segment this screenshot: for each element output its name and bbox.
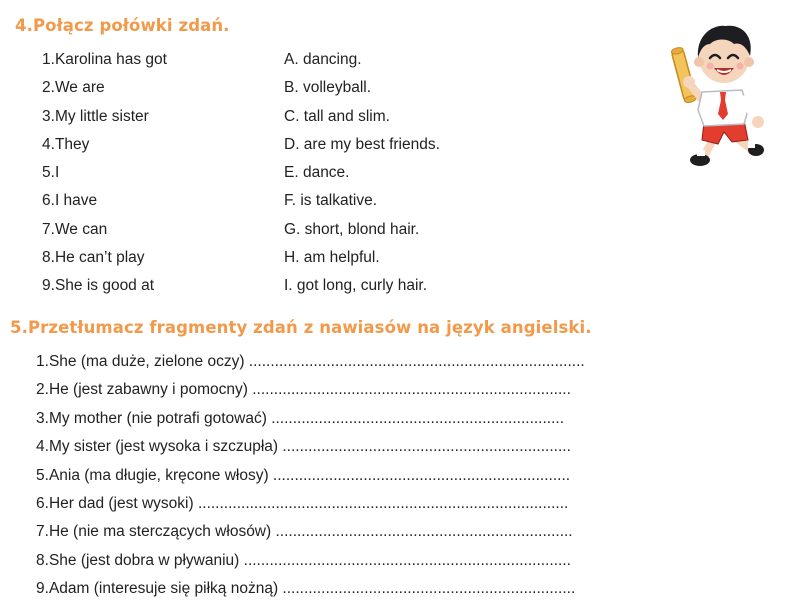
list-item	[42, 276, 167, 304]
item-number: 1.	[36, 353, 49, 370]
item-text: She (ma duże, zielone oczy) ..............................................................................	[48, 353, 585, 370]
exercise-5-items	[36, 352, 585, 608]
item-text: She (jest dobra w pływaniu) ............................................................................	[48, 551, 571, 569]
list-item	[36, 494, 585, 522]
item-number: 6.	[42, 192, 55, 210]
item-number: 5.	[36, 466, 49, 484]
item-text: My little sister	[54, 107, 149, 125]
item-number: 8.	[36, 551, 49, 569]
list-item: I. got long, curly hair.	[284, 277, 428, 295]
list-item	[36, 437, 585, 465]
item-text: Ania (ma długie, kręcone włosy) .....................................................................	[48, 466, 571, 484]
item-number: 6.	[36, 494, 49, 512]
item-number: 4.	[42, 135, 55, 153]
item-text: Her dad (jest wysoki) ......................................................................................	[48, 494, 569, 512]
item-number: 9.	[36, 580, 49, 598]
item-text: He can’t play	[54, 249, 145, 267]
item-text: He (jest zabawny i pomocny) ..........................................................................	[48, 381, 571, 399]
item-number: 2.	[36, 381, 49, 399]
list-item	[42, 107, 167, 135]
list-item: H. am helpful.	[284, 249, 380, 267]
list-item	[42, 50, 167, 78]
exercise-4-sentence-starts	[42, 50, 167, 305]
item-number: 3.	[36, 409, 49, 427]
boy-running-with-scroll-icon	[664, 14, 774, 174]
item-number: 7.	[42, 220, 55, 238]
item-number: 9.	[42, 277, 55, 295]
item-text: I	[54, 164, 60, 182]
list-item: C. tall and slim.	[284, 107, 390, 125]
item-text: She is good at	[54, 277, 155, 295]
item-number: 7.	[36, 523, 49, 541]
item-text: Karolina has got	[54, 51, 167, 68]
item-number: 5.	[42, 164, 55, 182]
list-item	[42, 248, 167, 276]
item-number: 2.	[42, 79, 55, 97]
list-item	[36, 551, 585, 579]
item-number: 1.	[42, 51, 55, 68]
item-text: I have	[54, 192, 98, 210]
list-item	[42, 220, 167, 248]
item-number: 4.	[36, 438, 49, 456]
list-item	[36, 409, 585, 437]
item-text: We can	[54, 220, 108, 238]
list-item: D. are my best friends.	[284, 135, 440, 153]
list-item	[42, 78, 167, 106]
list-item	[36, 522, 585, 550]
list-item: A. dancing.	[284, 51, 362, 68]
list-item: E. dance.	[284, 164, 350, 182]
list-item	[36, 579, 585, 607]
list-item	[36, 380, 585, 408]
item-text: My sister (jest wysoka i szczupła) ...................................................................	[48, 438, 571, 456]
item-text: They	[54, 135, 90, 153]
exercise-4-sentence-endings	[284, 50, 440, 305]
list-item: G. short, blond hair.	[284, 220, 420, 238]
item-number: 8.	[42, 249, 55, 267]
list-item	[42, 163, 167, 191]
list-item	[36, 466, 585, 494]
item-text: Adam (interesuje się piłką nożną) ....................................................................	[48, 580, 576, 598]
item-number: 3.	[42, 107, 55, 125]
list-item	[42, 191, 167, 219]
list-item	[36, 352, 585, 380]
list-item: B. volleyball.	[284, 79, 372, 97]
item-text: He (nie ma sterczących włosów) .....................................................................	[48, 523, 573, 541]
exercise-4-title: 4.Połącz połówki zdań.	[15, 16, 230, 35]
exercise-5-title: 5.Przetłumacz fragmenty zdań z nawiasów na język angielski.	[10, 318, 592, 337]
list-item	[42, 135, 167, 163]
list-item: F. is talkative.	[284, 192, 378, 210]
item-text: We are	[54, 79, 105, 97]
item-text: My mother (nie potrafi gotować) ....................................................................	[48, 409, 565, 427]
